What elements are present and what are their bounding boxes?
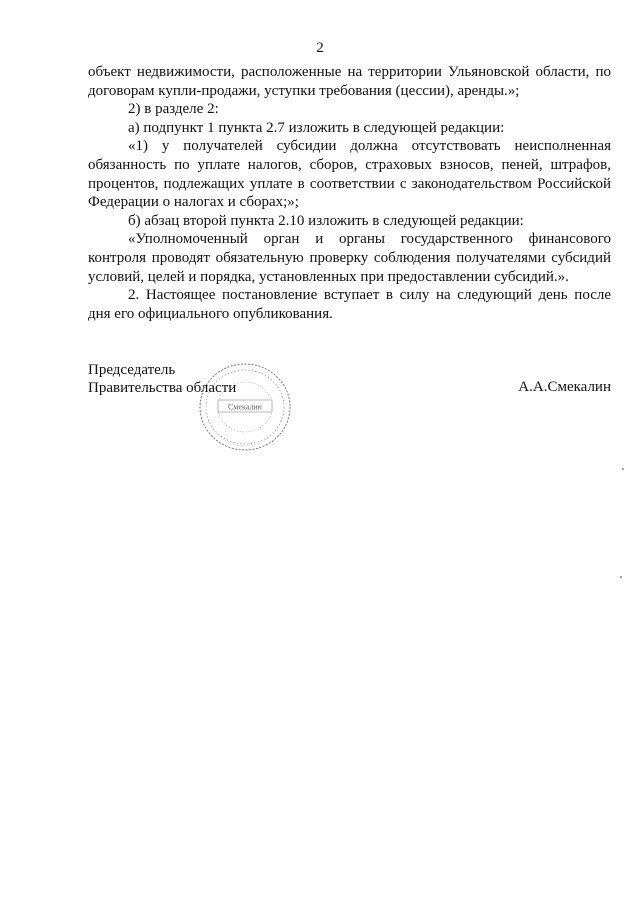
scan-speck (620, 576, 622, 578)
signature-position-line1: Председатель (88, 362, 176, 378)
svg-text:Смекалин: Смекалин (228, 402, 262, 412)
document-body (88, 63, 611, 323)
paragraph-subitem-b: б) абзац второй пункта 2.10 изложить в следующей редакции: (128, 212, 524, 229)
page-number: 2 (316, 40, 324, 56)
paragraph-section-2: 2) в разделе 2: (128, 101, 219, 118)
paragraph-quote-1: «1) у получателей субсидии должна отсутствовать неисполненная обязанность по уплате налогов, сборов, страховых взносов, пеней, штрафов, процентов, подлежащих уплате в соответствии с законодательством Российской Федерации о налогах и сборах;»; (88, 138, 611, 211)
paragraph-item-2: 2. Настоящее постановление вступает в силу на следующий день после дня его официального опубликования. (88, 287, 611, 322)
paragraph-continuation: объект недвижимости, расположенные на территории Ульяновской области, по договорам купли-продажи, уступки требования (цессии), аренды.»; (88, 64, 611, 99)
signature-position-line2: Правительства области (88, 380, 237, 396)
signature-name: А.А.Смекалин (518, 379, 611, 395)
scan-speck (622, 468, 624, 470)
paragraph-quote-2: «Уполномоченный орган и органы государственного финансового контроля проводят обязательную проверку соблюдения получателями субсидий условий, целей и порядка, установленных при предоставлении субсидий.». (88, 231, 611, 285)
paragraph-subitem-a: а) подпункт 1 пункта 2.7 изложить в следующей редакции: (128, 119, 505, 136)
